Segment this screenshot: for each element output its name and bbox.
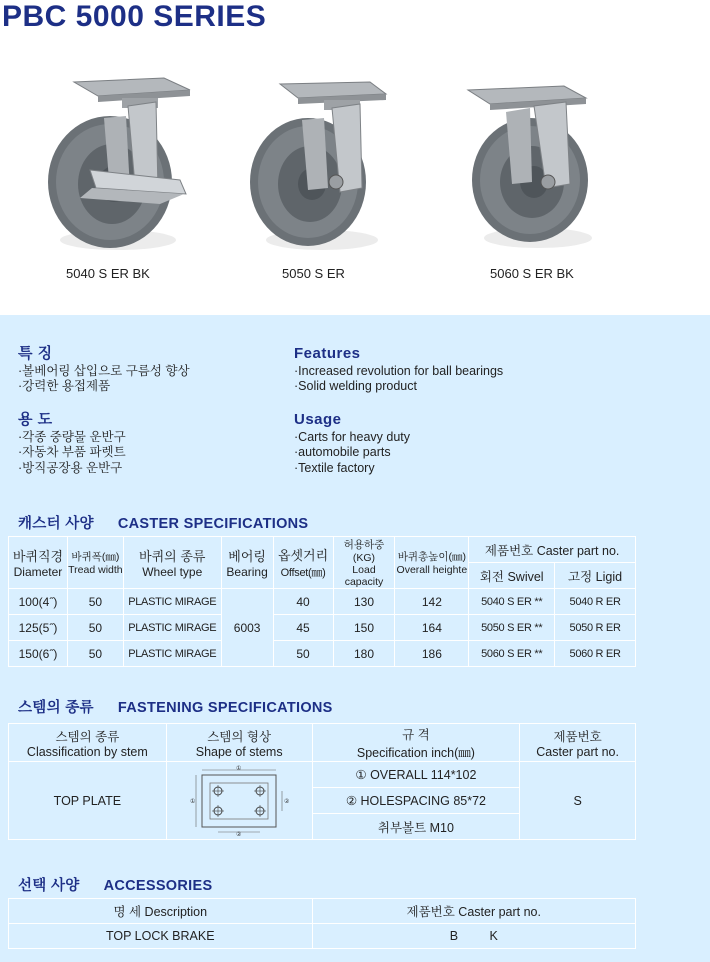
diagram-mark: ① — [190, 797, 196, 805]
fastening-spec-table — [8, 723, 636, 840]
features-en-line: ·Increased revolution for ball bearings — [294, 363, 504, 378]
cell-part: S — [520, 762, 636, 840]
header-shape — [166, 724, 312, 762]
header-bearing — [221, 537, 273, 589]
features-en — [294, 346, 503, 395]
header-rigid: 고정 Ligid — [555, 563, 636, 589]
cell-load: 130 — [333, 589, 395, 615]
header-tread — [67, 537, 123, 589]
accessories-title-ko: 선택 사양 — [18, 878, 80, 894]
header-offset — [273, 537, 333, 589]
diagram-mark: ① — [236, 764, 242, 772]
usage-ko-line: ·각종 중량물 운반구 — [18, 429, 126, 444]
cell-swivel: 5060 S ER ** — [469, 641, 555, 667]
header-load-ko: 허용하중(KG) — [343, 539, 385, 564]
header-spec-en: Specification inch(㎜) — [356, 745, 475, 760]
header-bearing-en: Bearing — [226, 565, 268, 579]
caster-spec-title-ko: 캐스터 사양 — [18, 516, 94, 532]
cell-wheel: PLASTIC MIRAGE — [123, 641, 221, 667]
table-header-row — [9, 899, 636, 924]
cell-part: B K — [312, 924, 635, 949]
usage-en-heading: Usage — [294, 411, 342, 428]
usage-ko-heading: 용 도 — [18, 411, 53, 428]
usage-ko — [18, 412, 126, 476]
header-tread-ko: 바퀴폭(㎜) — [71, 551, 120, 563]
cell-rigid: 5040 R ER — [555, 589, 636, 615]
usage-ko-line: ·자동차 부품 파렛트 — [18, 445, 126, 459]
header-wheel-ko: 바퀴의 종류 — [139, 549, 206, 564]
header-classification-en: Classification by stem — [26, 744, 148, 759]
cell-swivel: 5050 S ER ** — [469, 615, 555, 641]
cell-spec: 취부볼트 M10 — [312, 814, 520, 840]
header-classification — [9, 724, 167, 762]
cell-tread: 50 — [67, 589, 123, 615]
header-classification-ko: 스템의 종류 — [55, 729, 120, 744]
table-row — [9, 762, 636, 788]
cell-offset: 50 — [273, 641, 333, 667]
header-height-ko: 바퀴총높이(㎜) — [397, 551, 466, 563]
cell-rigid: 5050 R ER — [555, 615, 636, 641]
header-load-en: Load capacity — [344, 564, 384, 588]
caption-5040: 5040 S ER BK — [66, 266, 150, 281]
header-part-en: Caster part no. — [536, 744, 619, 759]
header-spec — [312, 724, 520, 762]
cell-wheel: PLASTIC MIRAGE — [123, 615, 221, 641]
header-swivel: 회전 Swivel — [469, 563, 555, 589]
header-tread-en: Tread width — [68, 564, 123, 576]
diagram-mark: ② — [236, 830, 242, 837]
header-wheel — [123, 537, 221, 589]
page-title: PBC 5000 SERIES — [2, 0, 267, 33]
accessories-table — [8, 898, 636, 949]
caption-5050: 5050 S ER — [282, 266, 345, 281]
usage-en-line: ·Carts for heavy duty — [294, 429, 411, 444]
caster-spec-title-en: CASTER SPECIFICATIONS — [117, 516, 309, 532]
features-en-heading: Features — [294, 345, 361, 362]
header-shape-ko: 스템의 형상 — [207, 729, 272, 744]
features-ko-heading: 특 징 — [18, 345, 53, 362]
features-en-line: ·Solid welding product — [294, 379, 417, 393]
features-ko-line: ·볼베어링 삽입으로 구름성 향상 — [18, 363, 190, 378]
usage-ko-line: ·방직공장용 운반구 — [18, 460, 123, 475]
table-row — [9, 589, 636, 615]
header-diameter-en: Diameter — [13, 565, 63, 579]
header-diameter — [9, 537, 68, 589]
cell-offset: 40 — [273, 589, 333, 615]
cell-load: 180 — [333, 641, 395, 667]
header-wheel-en: Wheel type — [142, 565, 203, 579]
caster-spec-table — [8, 536, 636, 667]
table-header-row — [9, 537, 636, 563]
table-row — [9, 924, 636, 949]
header-height — [395, 537, 469, 589]
cell-load: 150 — [333, 615, 395, 641]
cell-offset: 45 — [273, 615, 333, 641]
cell-wheel: PLASTIC MIRAGE — [123, 589, 221, 615]
header-bearing-ko: 베어링 — [228, 549, 266, 564]
caster-spec-title — [18, 512, 308, 533]
table-header-row — [9, 724, 636, 762]
header-part: 제품번호 Caster part no. — [469, 537, 636, 563]
cell-height: 186 — [395, 641, 469, 667]
fastening-spec-title — [18, 696, 333, 717]
header-part: 제품번호 Caster part no. — [312, 899, 635, 924]
cell-rigid: 5060 R ER — [555, 641, 636, 667]
header-description: 명 세 Description — [9, 899, 313, 924]
cell-diameter: 150(6˝) — [9, 641, 68, 667]
diagram-mark: ② — [284, 797, 290, 805]
header-part-ko: 제품번호 — [553, 729, 602, 744]
cell-height: 142 — [395, 589, 469, 615]
header-diameter-ko: 바퀴직경 — [12, 549, 64, 564]
fastening-spec-title-en: FASTENING SPECIFICATIONS — [117, 700, 333, 716]
header-offset-en: Offset(㎜) — [280, 567, 326, 579]
fastening-spec-title-ko: 스템의 종류 — [18, 700, 94, 716]
cell-diameter: 100(4˝) — [9, 589, 68, 615]
cell-spec: ① OVERALL 114*102 — [312, 762, 520, 788]
usage-en-line: ·Textile factory — [294, 460, 375, 475]
table-row — [9, 615, 636, 641]
cell-tread: 50 — [67, 641, 123, 667]
features-ko — [18, 346, 190, 395]
cell-height: 164 — [395, 615, 469, 641]
cell-description: TOP LOCK BRAKE — [9, 924, 313, 949]
cell-swivel: 5040 S ER ** — [469, 589, 555, 615]
header-height-en: Overall heighte — [396, 564, 468, 576]
cell-bearing: 6003 — [221, 589, 273, 667]
usage-en — [294, 412, 410, 476]
table-row — [9, 641, 636, 667]
caster-image-5050 — [240, 72, 410, 272]
accessories-title — [18, 874, 212, 895]
cell-diameter: 125(5˝) — [9, 615, 68, 641]
cell-shape — [166, 762, 312, 840]
cell-tread: 50 — [67, 615, 123, 641]
caption-5060: 5060 S ER BK — [490, 266, 574, 281]
caster-image-5060 — [460, 72, 630, 272]
header-part — [520, 724, 636, 762]
header-shape-en: Shape of stems — [195, 744, 283, 759]
accessories-title-en: ACCESSORIES — [103, 878, 213, 894]
top-plate-diagram — [184, 765, 294, 837]
usage-en-line: ·automobile parts — [294, 445, 391, 459]
cell-spec: ② HOLESPACING 85*72 — [312, 788, 520, 814]
header-load — [333, 537, 395, 589]
features-ko-line: ·강력한 용접제품 — [18, 379, 111, 393]
caster-image-5040 — [40, 72, 210, 272]
cell-classification: TOP PLATE — [9, 762, 167, 840]
header-spec-ko: 규 격 — [402, 727, 430, 742]
header-offset-ko: 옵셋거리 — [277, 548, 329, 563]
